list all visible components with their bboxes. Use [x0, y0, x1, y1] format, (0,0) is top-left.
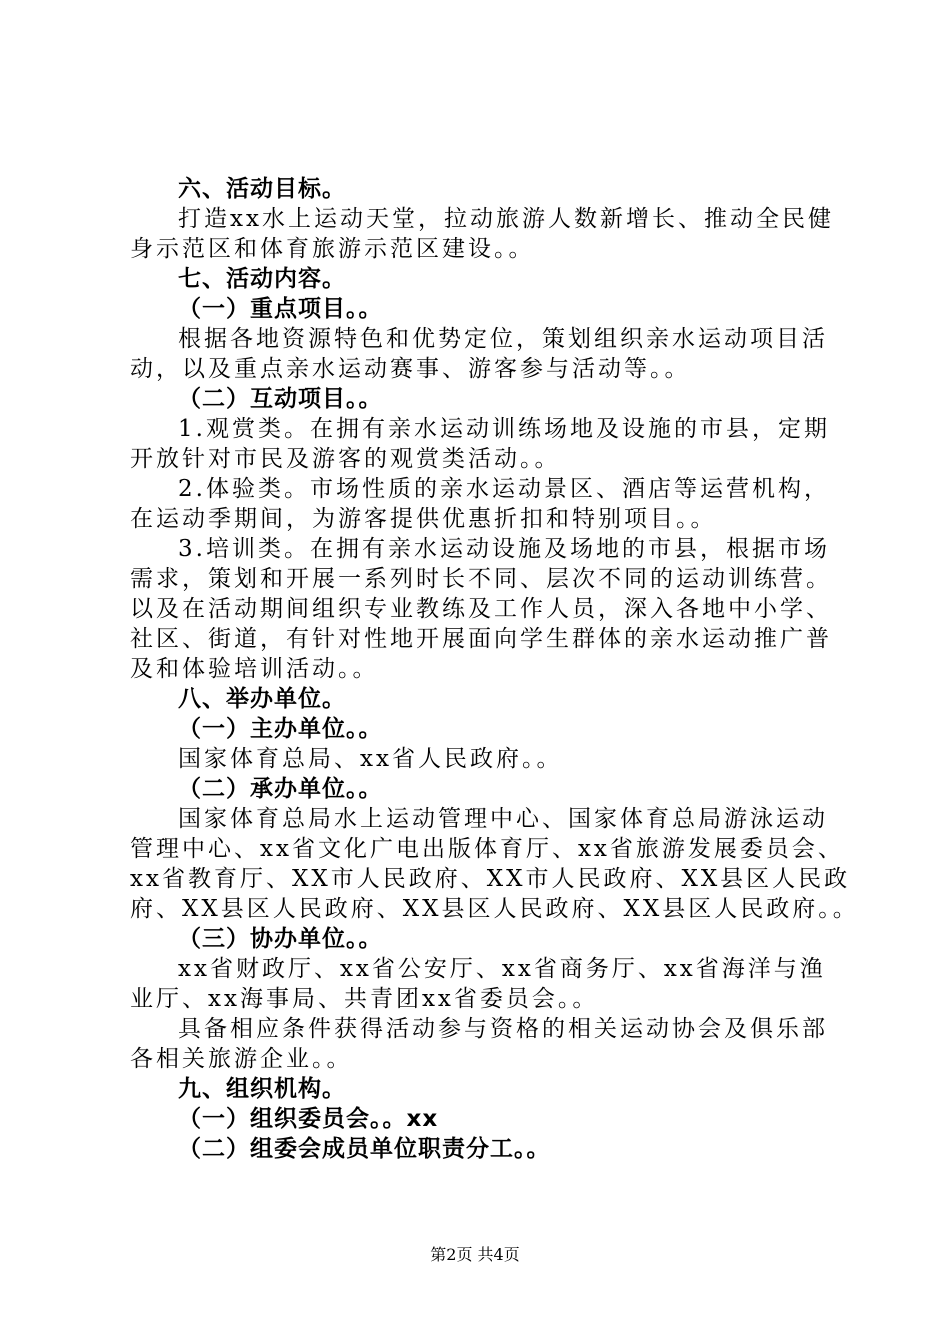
paragraph-line: 国家体育总局水上运动管理中心、国家体育总局游泳运动 [178, 806, 828, 832]
paragraph-line: 开放针对市民及游客的观赏类活动。。 [130, 446, 561, 472]
section-heading: 九、组织机构。 [178, 1076, 346, 1102]
paragraph-line: xx省财政厅、xx省公安厅、xx省商务厅、xx省海洋与渔 [178, 956, 826, 982]
section-heading: 八、举办单位。 [178, 686, 346, 712]
paragraph-line: 需求，策划和开展一系列时长不同、层次不同的运动训练营。 [130, 566, 832, 592]
paragraph-line: 在运动季期间，为游客提供优惠折扣和特别项目。。 [130, 506, 717, 532]
section-heading: （三）协办单位。。 [178, 926, 383, 952]
paragraph-line: 及和体验培训活动。。 [130, 656, 379, 682]
paragraph-line: 根据各地资源特色和优势定位，策划组织亲水运动项目活 [178, 326, 828, 352]
paragraph-line: 具备相应条件获得活动参与资格的相关运动协会及俱乐部 [178, 1016, 828, 1042]
paragraph-line: 管理中心、xx省文化广电出版体育厅、xx省旅游发展委员会、 [130, 836, 844, 862]
paragraph-line: xx省教育厅、XX市人民政府、XX市人民政府、XX县区人民政 [130, 866, 851, 892]
section-heading: （一）主办单位。。 [178, 716, 383, 742]
paragraph-line: 2.体验类。市场性质的亲水运动景区、酒店等运营机构， [178, 476, 830, 502]
section-heading: （二）互动项目。。 [178, 386, 383, 412]
section-heading: （二）承办单位。。 [178, 776, 383, 802]
paragraph-line: 各相关旅游企业。。 [130, 1046, 353, 1072]
section-heading: （二）组委会成员单位职责分工。。 [178, 1136, 551, 1162]
paragraph-line: 社区、街道，有针对性地开展面向学生群体的亲水运动推广普 [130, 626, 832, 652]
paragraph-line: 身示范区和体育旅游示范区建设。。 [130, 236, 535, 262]
paragraph-line: 1.观赏类。在拥有亲水运动训练场地及设施的市县，定期 [178, 416, 830, 442]
paragraph-line: 3.培训类。在拥有亲水运动设施及场地的市县，根据市场 [178, 536, 830, 562]
paragraph-line: 以及在活动期间组织专业教练及工作人员，深入各地中小学、 [130, 596, 832, 622]
page-footer: 第2页 共4页 [430, 1245, 520, 1264]
document-body [130, 174, 859, 1164]
paragraph-line: 府、XX县区人民政府、XX县区人民政府、XX县区人民政府。。 [130, 896, 859, 922]
section-heading: （一）重点项目。。 [178, 296, 383, 322]
section-heading: 六、活动目标。 [178, 176, 346, 202]
paragraph-line: 动，以及重点亲水运动赛事、游客参与活动等。。 [130, 356, 691, 382]
paragraph-line: 打造xx水上运动天堂，拉动旅游人数新增长、推动全民健 [178, 206, 834, 232]
paragraph-line: 国家体育总局、xx省人民政府。。 [178, 746, 563, 772]
paragraph-line: 业厅、xx海事局、共青团xx省委员会。。 [130, 986, 599, 1012]
section-heading: （一）组织委员会。。xx [178, 1106, 439, 1132]
section-heading: 七、活动内容。 [178, 266, 346, 292]
